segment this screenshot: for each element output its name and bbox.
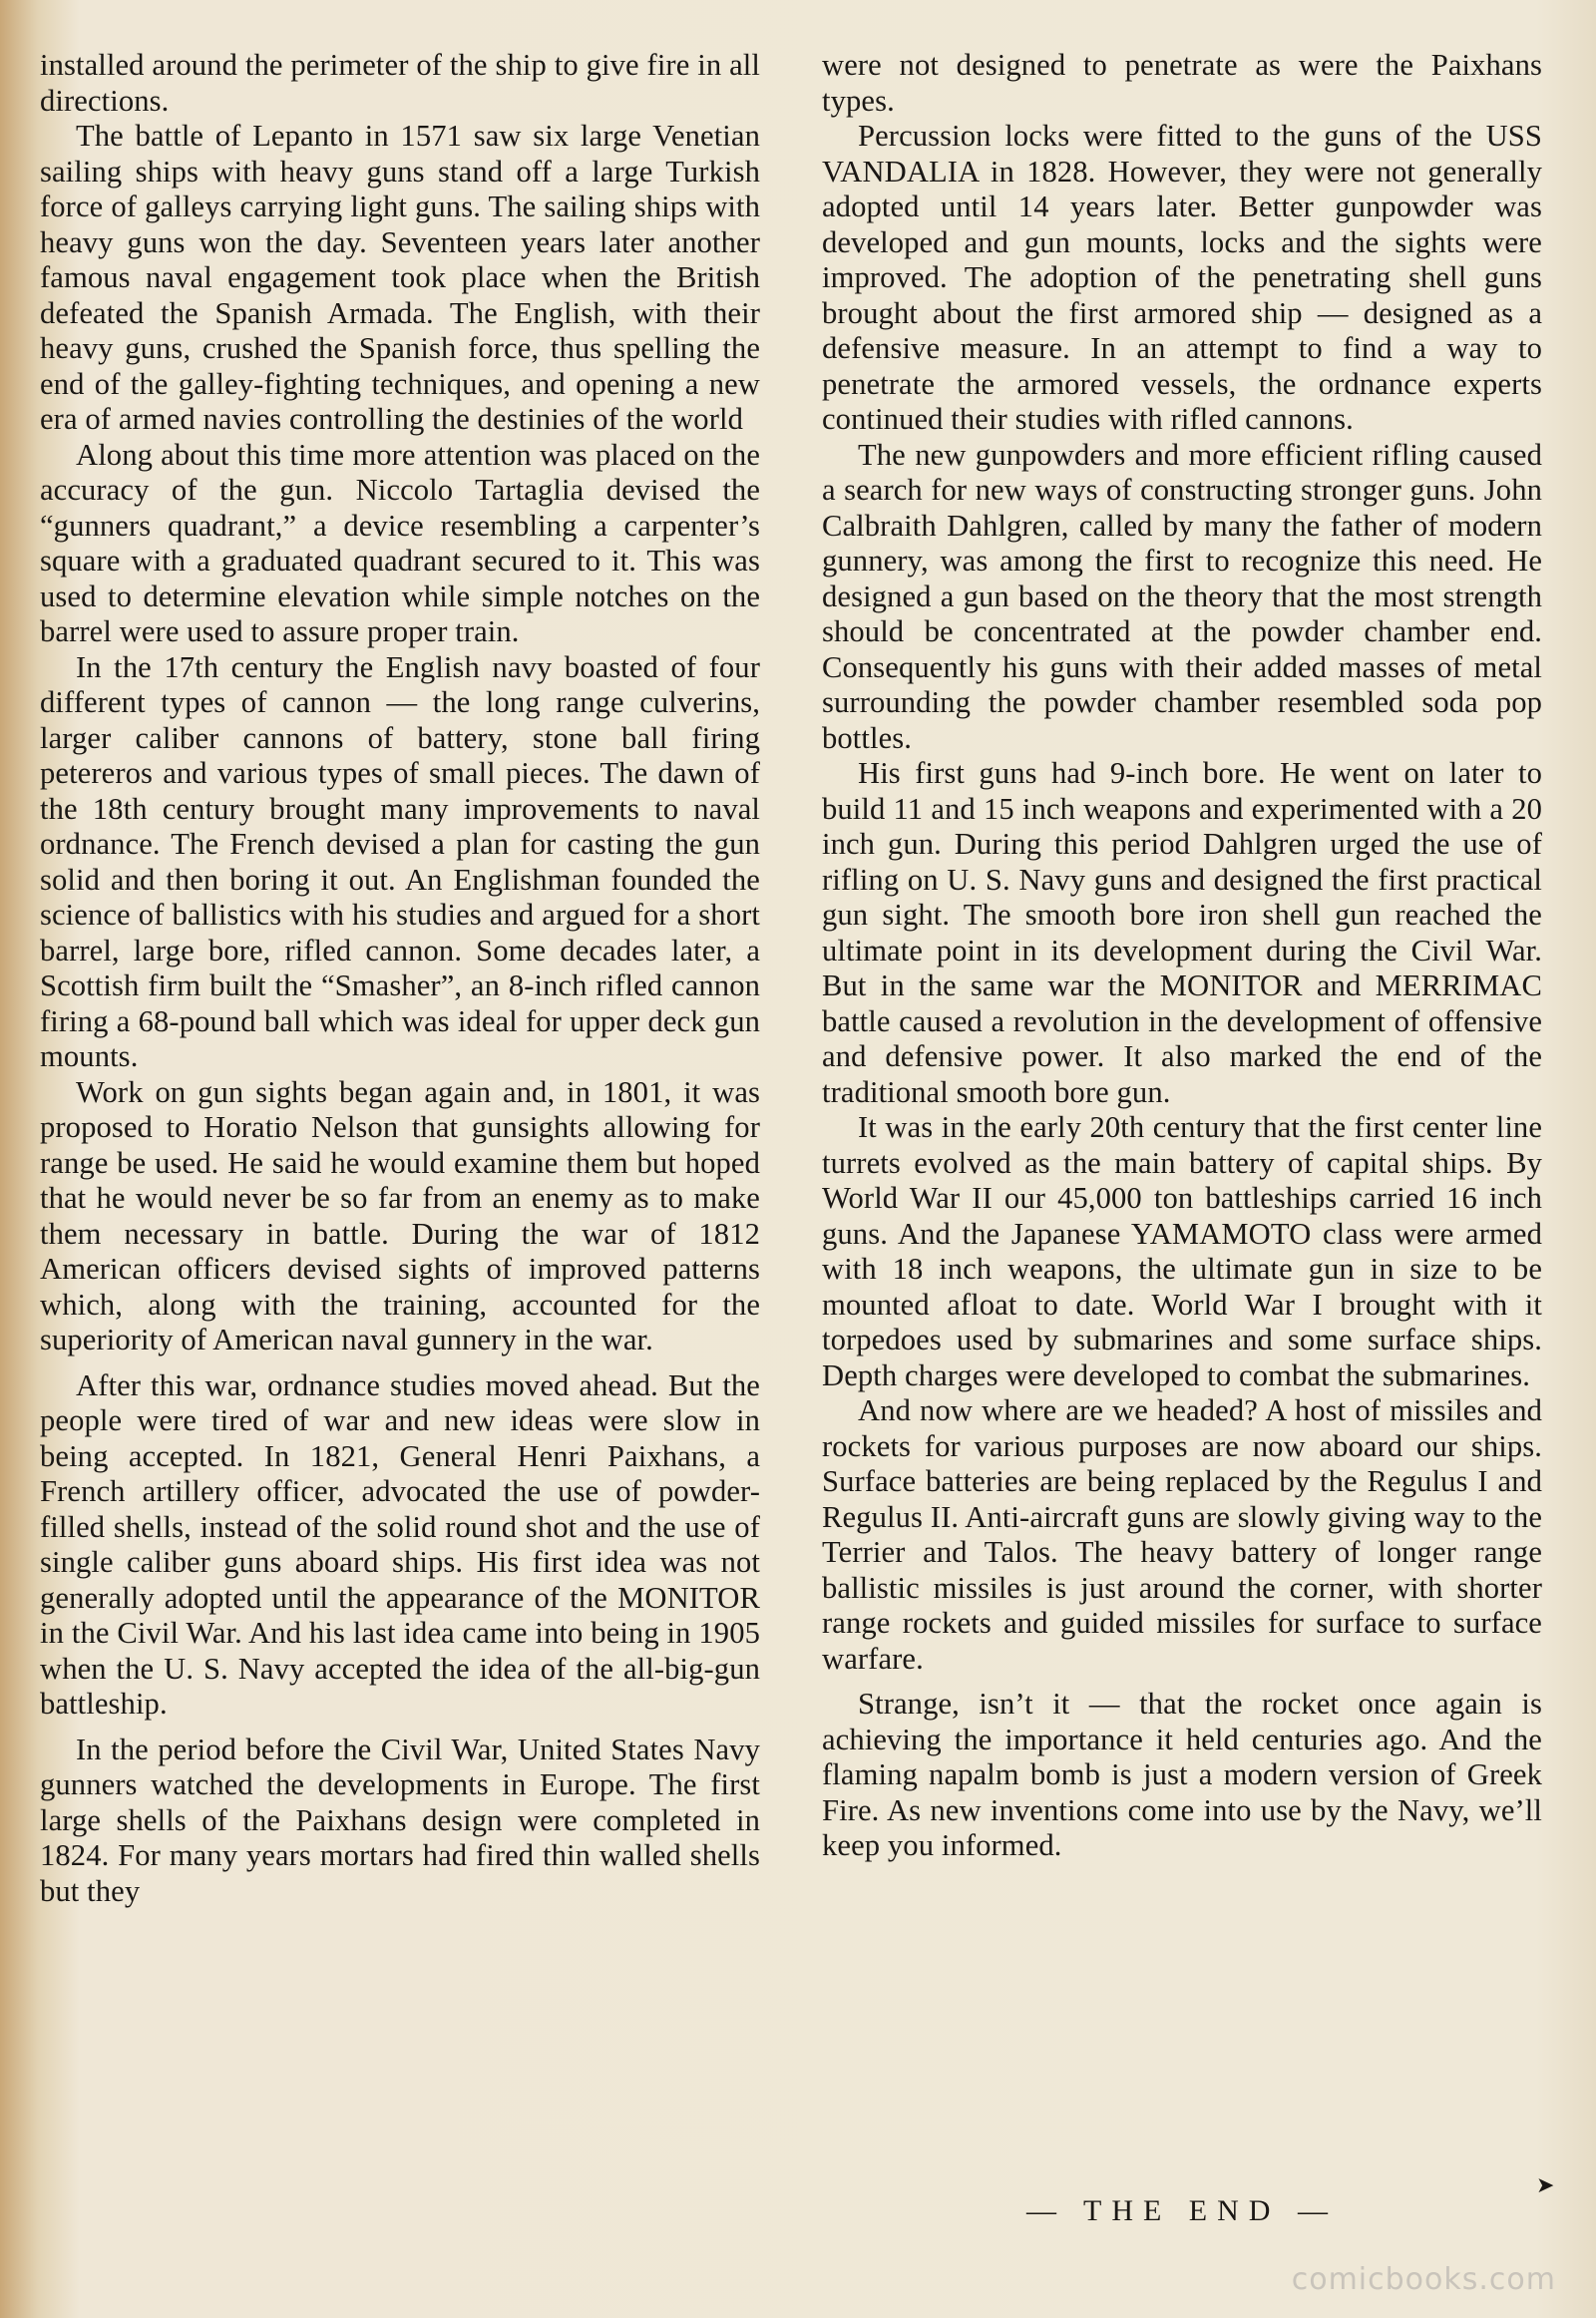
paragraph: And now where are we headed? A host of missiles and rockets for various purposes are now aboard our ships. Surface batteries are being replaced by the Regulus I and Regulus II. Anti-aircraft guns are slowly giving way to the Terrier and Talos. The heavy battery of longer range ballistic missiles is just around the corner, with shorter range rockets and guided missiles for surface to surface warfare. bbox=[822, 1393, 1542, 1676]
paragraph: Along about this time more attention was placed on the accuracy of the gun. Niccolo Tartaglia devised the “gunners quadrant,” a device resembling a carpenter’s square with a graduated quadrant secured to it. This was used to determine elevation while simple notches on the barrel were used to assure proper train. bbox=[40, 437, 760, 648]
paragraph: Work on gun sights began again and, in 1801, it was proposed to Horatio Nelson that gunsights allowing for range be used. He said he would examine them but hoped that he would never be so far from an enemy as to make them necessary in battle. During the war of 1812 American officers devised sights of improved patterns which, along with the training, accounted for the superiority of American naval gunnery in the war. bbox=[40, 1074, 760, 1356]
paragraph: The new gunpowders and more efficient rifling caused a search for new ways of constructing stronger guns. John Calbraith Dahlgren, called by many the father of modern gunnery, was among the first to recognize this need. He designed a gun based on the theory that the most strength should be concentrated at the powder chamber end. Consequently his guns with their added masses of metal surrounding the powder chamber resembled soda pop bottles. bbox=[822, 437, 1542, 755]
paragraph: In the period before the Civil War, United States Navy gunners watched the developments in Europe. The first large shells of the Paixhans design were completed in 1824. For many years mortars had fired thin walled shells but they bbox=[40, 1732, 760, 1908]
paragraph: Percussion locks were fitted to the guns of the USS VANDALIA in 1828. However, they were not generally adopted until 14 years later. Better gunpowder was developed and gun mounts, locks and the sights were improved. The adoption of the penetrating shell guns brought about the first armored ship — designed as a defensive measure. In an attempt to find a way to penetrate the armored vessels, the ordnance experts continued their studies with rifled cannons. bbox=[822, 119, 1542, 436]
paragraph: The battle of Lepanto in 1571 saw six large Venetian sailing ships with heavy guns stand off a large Turkish force of galleys carrying light guns. The sailing ships with heavy guns won the day. Seventeen years later another famous naval engagement took place when the British defeated the Spanish Armada. The English, with their heavy guns, crushed the Spanish force, thus spelling the end of the galley-fighting techniques, and opening a new era of armed navies controlling the destinies of the world bbox=[40, 119, 760, 436]
paragraph: were not designed to penetrate as were the Paixhans types. bbox=[822, 48, 1542, 118]
paragraph: His first guns had 9-inch bore. He went on later to build 11 and 15 inch weapons and experimented with a 20 inch gun. During this period Dahlgren urged the use of rifling on U. S. Navy guns and designed the first practical gun sight. The smooth bore iron shell gun reached the ultimate point in its development during the Civil War. But in the same war the MONITOR and MERRIMAC battle caused a revolution in the development of offensive and defensive power. It also marked the end of the traditional smooth bore gun. bbox=[822, 756, 1542, 1109]
paragraph: It was in the early 20th century that the first center line turrets evolved as the main battery of capital ships. By World War II our 45,000 ton battleships carried 16 inch guns. And the Japanese YAMAMOTO class were armed with 18 inch weapons, the ultimate gun in size to be mounted afloat to date. World War I brought with it torpedoes used by submarines and some surface ships. Depth charges were developed to combat the submarines. bbox=[822, 1110, 1542, 1392]
pen-mark-icon: ➤ bbox=[1536, 2172, 1555, 2197]
the-end-label: — THE END — bbox=[1026, 2194, 1338, 2227]
paragraph: In the 17th century the English navy boasted of four different types of cannon — the long range culverins, larger caliber cannons of battery, stone ball firing petereros and various types of small pieces. The dawn of the 18th century brought many improvements to naval ordnance. The French devised a plan for casting the gun solid and then boring it out. An Englishman founded the science of ballistics with his studies and argued for a short barrel, large bore, rifled cannon. Some decades later, a Scottish firm built the “Smasher”, an 8-inch rifled cannon firing a 68-pound ball which was ideal for upper deck gun mounts. bbox=[40, 649, 760, 1073]
paragraph: Strange, isn’t it — that the rocket once again is achieving the importance it held centuries ago. And the flaming napalm bomb is just a modern version of Greek Fire. As new inventions come into use by the Navy, we’ll keep you informed. bbox=[822, 1687, 1542, 1862]
left-column bbox=[40, 48, 760, 1909]
watermark: comicbooks.com bbox=[1291, 2262, 1556, 2297]
right-column bbox=[822, 48, 1542, 1864]
paragraph: After this war, ordnance studies moved ahead. But the people were tired of war and new ideas were slow in being accepted. In 1821, General Henri Paixhans, a French artillery officer, advocated the use of powder-filled shells, instead of the solid round shot and the use of single caliber guns aboard ships. His first idea was not generally adopted until the appearance of the MONITOR in the Civil War. And his last idea came into being in 1905 when the U. S. Navy accepted the idea of the all-big-gun battleship. bbox=[40, 1367, 760, 1721]
paragraph: installed around the perimeter of the ship to give fire in all directions. bbox=[40, 48, 760, 118]
